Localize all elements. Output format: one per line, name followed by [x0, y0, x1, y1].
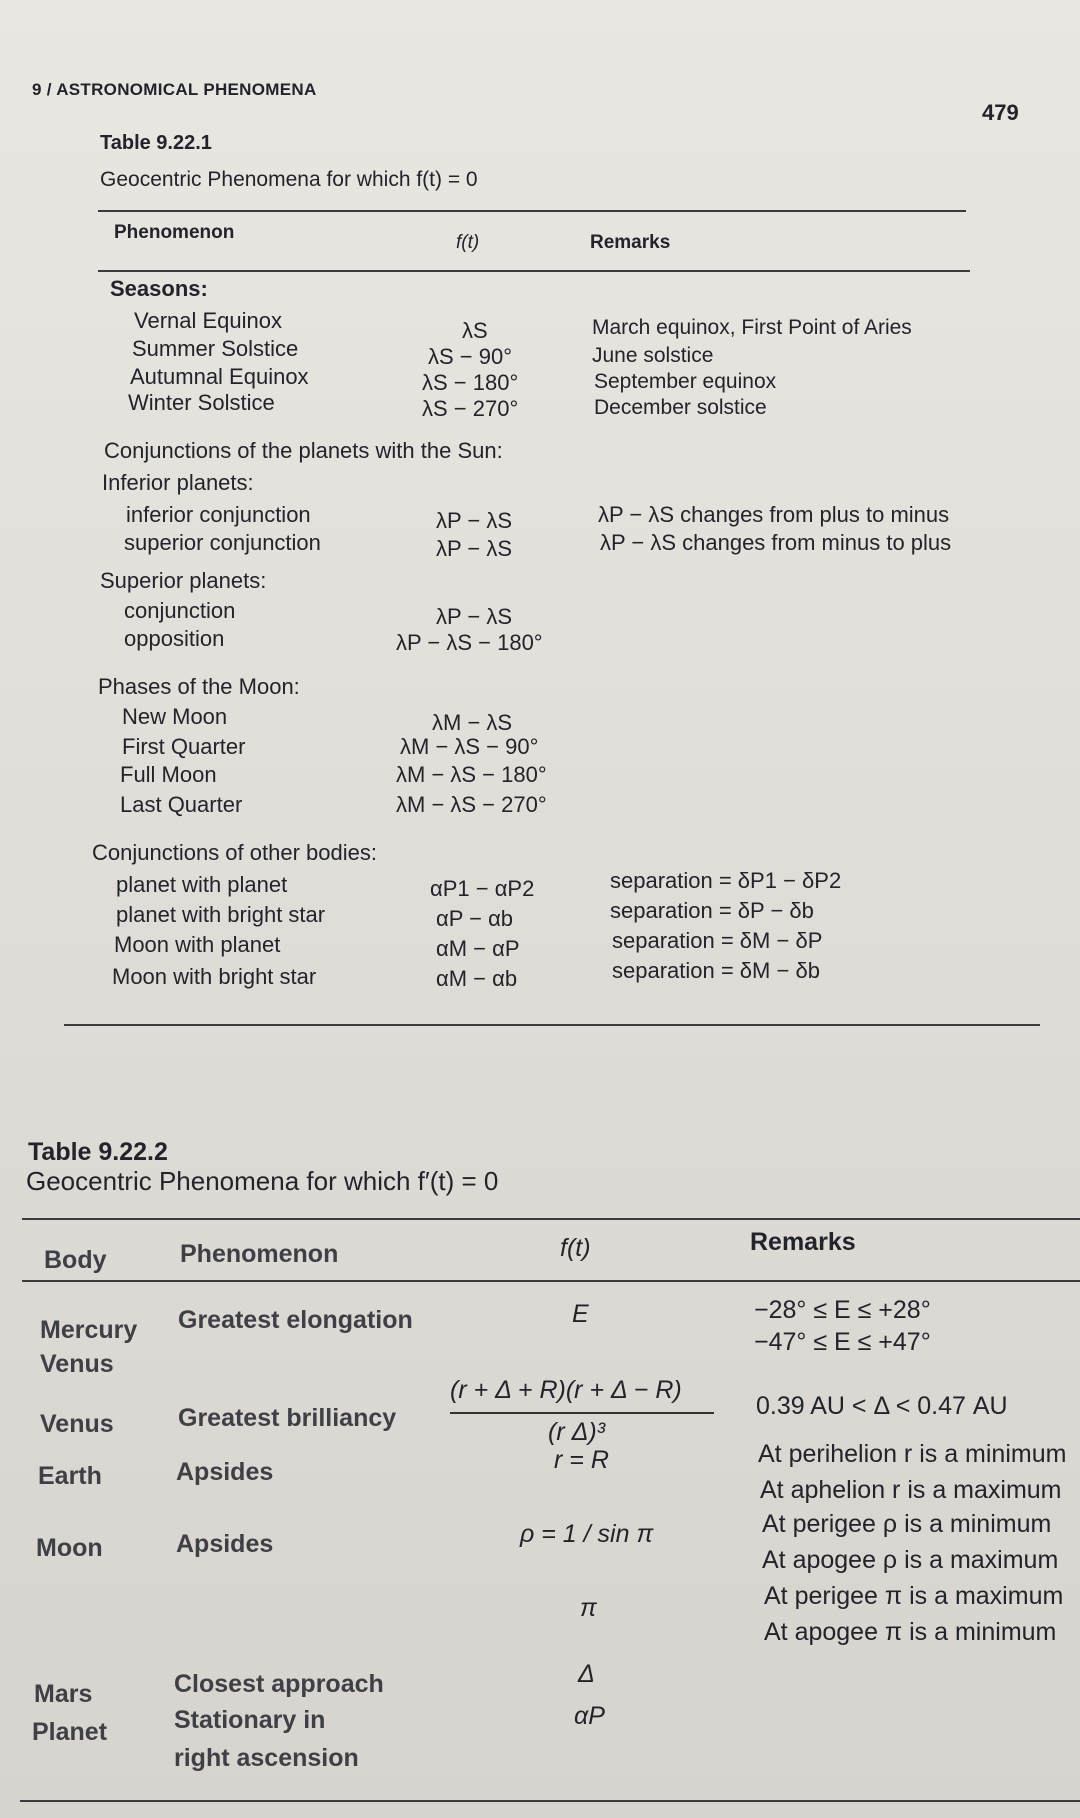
table2-body: Mercury — [40, 1316, 138, 1344]
row-ft: λP − λS — [436, 536, 513, 561]
table2-ft: r = R — [554, 1446, 609, 1474]
page-number: 479 — [982, 100, 1019, 125]
row-ft: λS — [462, 318, 488, 343]
table2-remarks: −47° ≤ E ≤ +47° — [754, 1328, 931, 1356]
row-phenomenon: superior conjunction — [124, 530, 321, 555]
section-heading-inferior: Inferior planets: — [102, 470, 254, 495]
row-remarks: separation = δM − δb — [612, 958, 820, 983]
table2-header-ft: f(t) — [560, 1234, 591, 1262]
table2-phenomenon: Apsides — [176, 1530, 274, 1558]
row-ft: λP − λS − 180° — [396, 630, 543, 655]
row-ft: αM − αb — [436, 966, 518, 991]
table2-ft: E — [572, 1300, 589, 1328]
running-head: 9 / ASTRONOMICAL PHENOMENA — [32, 80, 317, 99]
fraction-bar — [450, 1412, 714, 1414]
table2-body: Mars — [34, 1680, 93, 1708]
row-ft: λS − 90° — [428, 344, 513, 369]
section-heading-conjunctions: Conjunctions of the planets with the Sun: — [104, 438, 503, 463]
row-phenomenon: inferior conjunction — [126, 502, 311, 527]
section-heading-moon-phases: Phases of the Moon: — [98, 674, 300, 699]
table2-phenomenon: Apsides — [176, 1458, 274, 1486]
table1-number: Table 9.22.1 — [100, 132, 212, 154]
table2-remarks: At aphelion r is a maximum — [760, 1476, 1062, 1504]
table1-top-rule — [98, 210, 966, 212]
row-phenomenon: opposition — [124, 626, 225, 651]
row-phenomenon: First Quarter — [122, 734, 246, 759]
row-phenomenon: Moon with bright star — [112, 964, 317, 989]
row-ft: λS − 180° — [422, 370, 519, 395]
table2-header-remarks: Remarks — [750, 1228, 856, 1256]
table2-ft: ρ = 1 / sin π — [520, 1520, 654, 1548]
row-phenomenon: New Moon — [122, 704, 228, 729]
row-phenomenon: Last Quarter — [120, 792, 243, 817]
table2-body: Venus — [40, 1350, 114, 1378]
row-remarks: March equinox, First Point of Aries — [592, 316, 912, 339]
table2-ft-denominator: (r Δ)³ — [548, 1418, 606, 1446]
row-phenomenon: conjunction — [124, 598, 236, 623]
table2-header-rule — [22, 1280, 1080, 1282]
row-remarks: June solstice — [592, 344, 714, 367]
table2-header-phenomenon: Phenomenon — [180, 1240, 339, 1268]
table2-body: Moon — [36, 1534, 103, 1562]
table2-ft: π — [580, 1594, 597, 1622]
row-ft: αP − αb — [436, 906, 514, 931]
row-remarks: λP − λS changes from minus to plus — [600, 530, 952, 555]
table2-bottom-rule — [20, 1800, 1080, 1802]
row-remarks: separation = δP1 − δP2 — [610, 868, 842, 893]
table2-ft: Δ — [578, 1660, 595, 1688]
row-phenomenon: Summer Solstice — [132, 336, 299, 361]
table2-remarks: −28° ≤ E ≤ +28° — [754, 1296, 931, 1324]
table2-phenomenon: Greatest elongation — [178, 1306, 413, 1334]
table2-body: Earth — [38, 1462, 102, 1490]
table2-remarks: At apogee π is a minimum — [764, 1618, 1057, 1646]
row-remarks: separation = δM − δP — [612, 928, 823, 953]
table2-title: Geocentric Phenomena for which f′(t) = 0 — [26, 1166, 499, 1196]
row-remarks: September equinox — [594, 370, 777, 393]
section-heading-other-bodies: Conjunctions of other bodies: — [92, 840, 377, 865]
table2-body: Planet — [32, 1718, 108, 1746]
row-ft: λP − λS — [436, 604, 513, 629]
table2-remarks: At apogee ρ is a maximum — [762, 1546, 1059, 1574]
table2-remarks: At perihelion r is a minimum — [758, 1440, 1067, 1468]
table2-number: Table 9.22.2 — [28, 1138, 168, 1166]
row-remarks: λP − λS changes from plus to minus — [598, 502, 950, 527]
table1-header-phenomenon: Phenomenon — [114, 222, 235, 243]
row-remarks: December solstice — [594, 396, 767, 419]
row-phenomenon: Moon with planet — [114, 932, 281, 957]
row-ft: λM − λS − 90° — [400, 734, 539, 759]
table2-phenomenon: Closest approach — [174, 1670, 384, 1698]
table2-phenomenon: right ascension — [174, 1744, 359, 1772]
row-phenomenon: Autumnal Equinox — [130, 364, 309, 389]
table2-top-rule — [22, 1218, 1080, 1220]
table2-header-body: Body — [44, 1246, 107, 1274]
table1-title: Geocentric Phenomena for which f(t) = 0 — [100, 168, 478, 191]
table1-bottom-rule — [64, 1024, 1040, 1026]
table2-body: Venus — [40, 1410, 114, 1438]
row-ft: αM − αP — [436, 936, 520, 961]
row-phenomenon: Winter Solstice — [128, 390, 275, 415]
row-ft: αP1 − αP2 — [430, 876, 535, 901]
section-heading-seasons: Seasons: — [110, 276, 208, 301]
row-phenomenon: planet with bright star — [116, 902, 326, 927]
row-ft: λM − λS — [432, 710, 513, 735]
table2-phenomenon: Greatest brilliancy — [178, 1404, 397, 1432]
row-ft: λM − λS − 180° — [396, 762, 547, 787]
table2-phenomenon: Stationary in — [174, 1706, 326, 1734]
table1-header-remarks: Remarks — [590, 232, 671, 253]
row-remarks: separation = δP − δb — [610, 898, 814, 923]
row-phenomenon: Vernal Equinox — [134, 308, 282, 333]
table1-header-rule — [98, 270, 970, 272]
table1-header-ft: f(t) — [456, 232, 480, 253]
table2-remarks: At perigee π is a maximum — [764, 1582, 1064, 1610]
table2-ft-numerator: (r + Δ + R)(r + Δ − R) — [450, 1376, 682, 1404]
table2-remarks: At perigee ρ is a minimum — [762, 1510, 1052, 1538]
row-ft: λP − λS — [436, 508, 513, 533]
section-heading-superior: Superior planets: — [100, 568, 267, 593]
row-phenomenon: Full Moon — [120, 762, 217, 787]
row-phenomenon: planet with planet — [116, 872, 288, 897]
row-ft: λS − 270° — [422, 396, 519, 421]
table2-ft: αP — [574, 1702, 605, 1730]
table2-remarks: 0.39 AU < Δ < 0.47 AU — [756, 1392, 1008, 1420]
row-ft: λM − λS − 270° — [396, 792, 547, 817]
